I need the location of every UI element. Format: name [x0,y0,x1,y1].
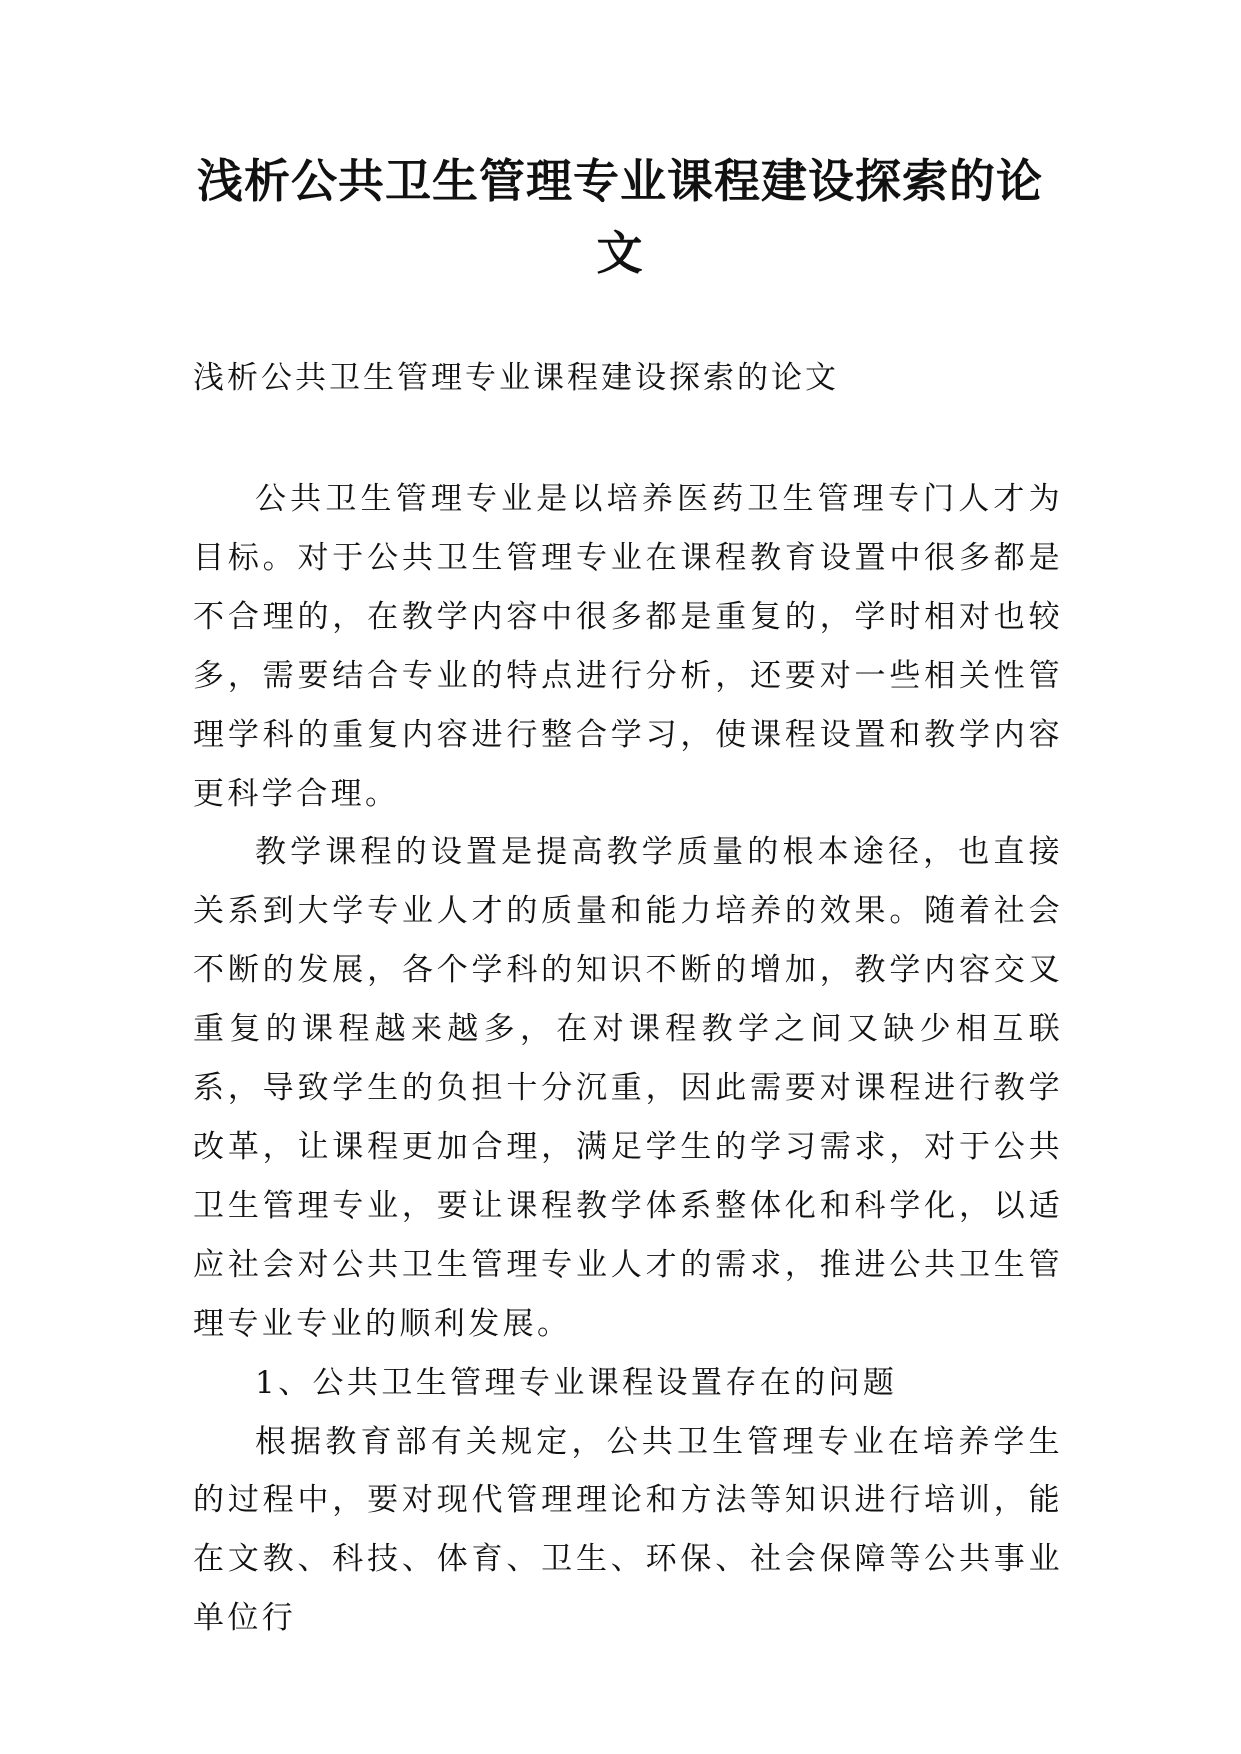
document-title: 浅析公共卫生管理专业课程建设探索的论文 [197,154,1043,280]
document-subtitle: 浅析公共卫生管理专业课程建设探索的论文 [193,360,839,396]
section-heading-1: 1、公共卫生管理专业课程设置存在的问题 [255,1364,898,1401]
paragraph-1: 公共卫生管理专业是以培养医药卫生管理专门人才为目标。对于公共卫生管理专业在课程教育设置中很多都是不合理的，在教学内容中很多都是重复的，学时相对也较多，需要结合专业的特点进行分析，还要对一些相关性管理学科的重复内容进行整合学习，使课程设置和教学内容更科学合理。 [193,481,1063,812]
paragraph-2: 教学课程的设置是提高教学质量的根本途径，也直接关系到大学专业人才的质量和能力培养的效果。随着社会不断的发展，各个学科的知识不断的增加，教学内容交叉重复的课程越来越多，在对课程教学之间又缺少相互联系，导致学生的负担十分沉重，因此需要对课程进行教学改革，让课程更加合理，满足学生的学习需求，对于公共卫生管理专业，要让课程教学体系整体化和科学化，以适应社会对公共卫生管理专业人才的需求，推进公共卫生管理专业专业的顺利发展。 [193,834,1063,1342]
document-body [193,470,1063,1648]
paragraph-3: 根据教育部有关规定，公共卫生管理专业在培养学生的过程中，要对现代管理理论和方法等知识进行培训，能在文教、科技、体育、卫生、环保、社会保障等公共事业单位行 [193,1423,1063,1637]
